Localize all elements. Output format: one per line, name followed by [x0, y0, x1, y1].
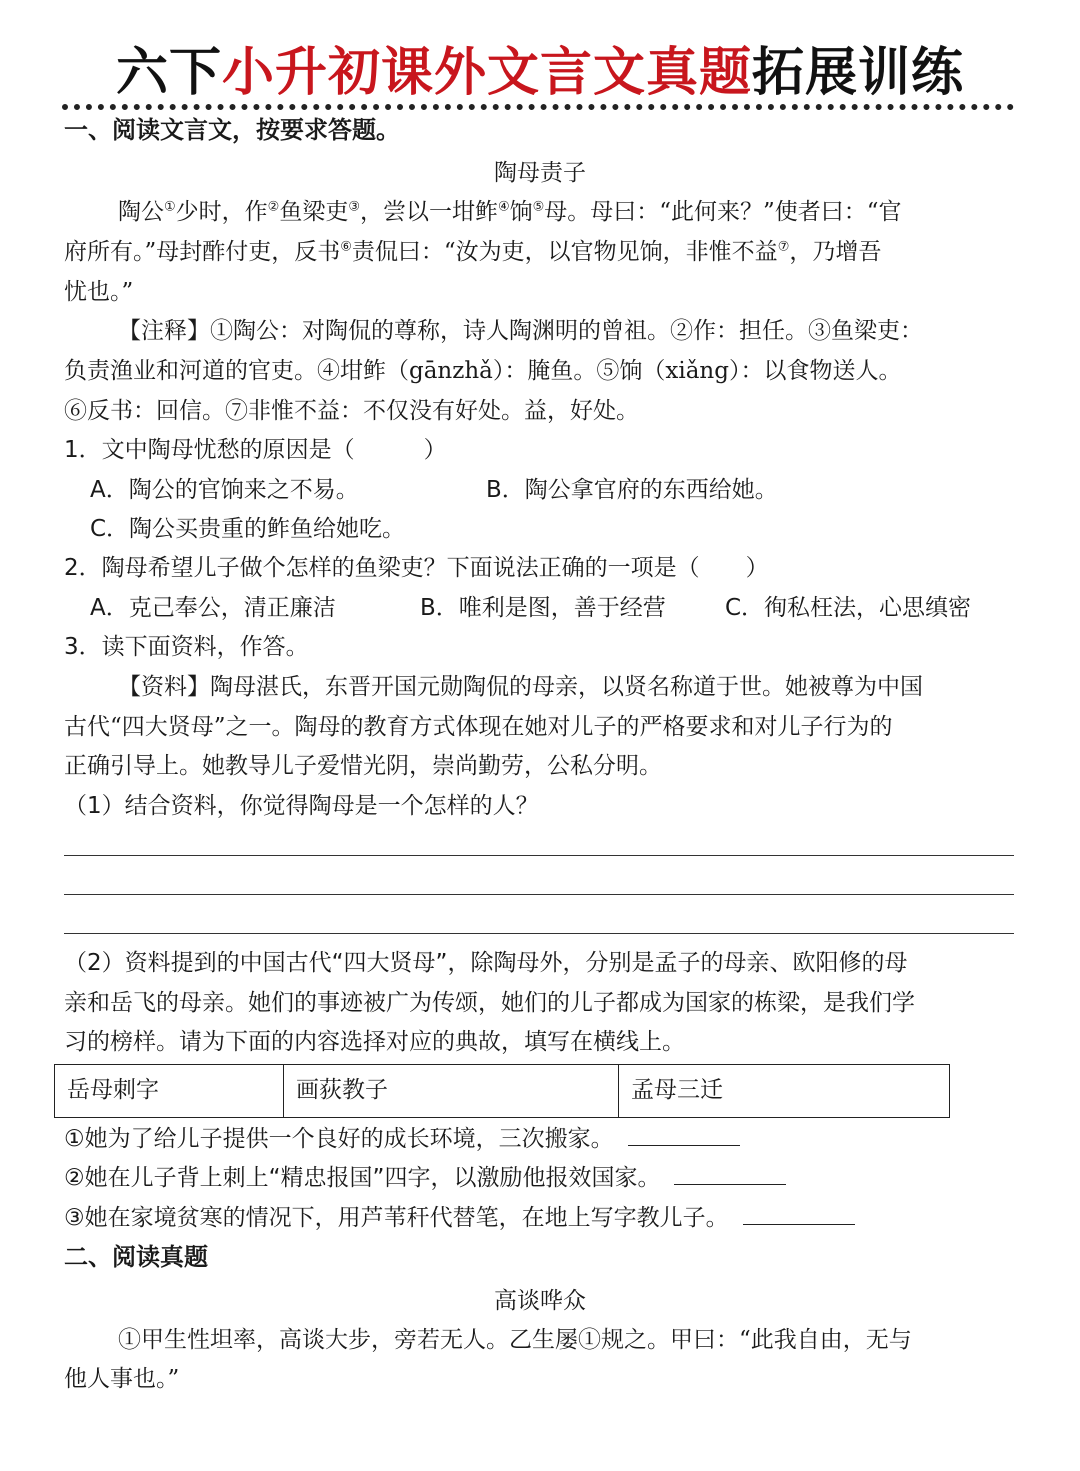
match-item-1: ①她为了给儿子提供一个良好的成长环境，三次搬家。 [64, 1123, 740, 1154]
fill-blank-3[interactable] [743, 1202, 855, 1225]
option-cell-1: 岳母刺字 [67, 1077, 159, 1103]
passage-1-title: 陶母责子 [494, 160, 586, 186]
question-2-option-c: C．徇私枉法，心思缜密 [725, 595, 972, 621]
question-2-stem: 2．陶母希望儿子做个怎样的鱼梁吏？下面说法正确的一项是（ ） [64, 555, 769, 581]
question-3-stem: 3．读下面资料，作答。 [64, 634, 309, 660]
material-line-1: 【资料】陶母湛氏，东晋开国元勋陶侃的母亲，以贤名称道于世。她被尊为中国 [118, 674, 923, 700]
passage-2-line-1: ①甲生性坦率，高谈大步，旁若无人。乙生屡①规之。甲曰：“此我自由，无与 [118, 1327, 912, 1353]
title-part-1: 六下 [115, 43, 222, 103]
sub-question-2-line-1: （2）资料提到的中国古代“四大贤母”，除陶母外，分别是孟子的母亲、欧阳修的母 [64, 950, 908, 976]
question-1-option-a: A．陶公的官饷来之不易。 [90, 477, 359, 503]
question-1-option-c: C．陶公买贵重的鲊鱼给她吃。 [90, 516, 406, 542]
material-line-2: 古代“四大贤母”之一。陶母的教育方式体现在她对儿子的严格要求和对儿子行为的 [64, 714, 893, 740]
allusion-options-table [54, 1064, 950, 1118]
notes-line-2: 负责渔业和河道的官吏。④坩鲊（gānzhǎ）：腌鱼。⑤饷（xiǎng）：以食物送人。 [64, 358, 902, 384]
section-1-heading: 一、阅读文言文，按要求答题。 [64, 116, 400, 144]
sub-question-2-line-2: 亲和岳飞的母亲。她们的事迹被广为传颂，她们的儿子都成为国家的栋梁，是我们学 [64, 990, 915, 1016]
page-title [0, 30, 1080, 105]
notes-line-1: 【注释】①陶公：对陶侃的尊称，诗人陶渊明的曾祖。②作：担任。③鱼梁吏： [118, 318, 923, 344]
passage-2-line-2: 他人事也。” [64, 1366, 180, 1392]
match-item-3: ③她在家境贫寒的情况下，用芦苇秆代替笔，在地上写字教儿子。 [64, 1202, 855, 1233]
title-part-2: 小升初课外文言文真题 [221, 43, 752, 103]
fill-blank-1[interactable] [628, 1123, 740, 1146]
section-2-heading: 二、阅读真题 [64, 1243, 208, 1271]
sub-question-2-line-3: 习的榜样。请为下面的内容选择对应的典故，填写在横线上。 [64, 1029, 685, 1055]
match-item-2: ②她在儿子背上刺上“精忠报国”四字，以激励他报效国家。 [64, 1162, 786, 1193]
question-2-option-b: B．唯利是图，善于经营 [420, 595, 666, 621]
option-cell-2: 画荻教子 [283, 1065, 618, 1117]
answer-line-2[interactable] [64, 894, 1014, 895]
question-1-option-b: B．陶公拿官府的东西给她。 [486, 477, 778, 503]
notes-line-3: ⑥反书：回信。⑦非惟不益：不仅没有好处。益，好处。 [64, 398, 639, 424]
passage-2-title: 高谈哗众 [494, 1288, 586, 1314]
sub-question-1: （1）结合资料，你觉得陶母是一个怎样的人？ [64, 793, 539, 819]
title-divider [62, 104, 1014, 110]
title-part-3: 拓展训练 [752, 43, 965, 103]
passage-1-line-2: 府所有。”母封酢付吏，反书⑥责侃曰：“汝为吏，以官物见饷，非惟不益⑦，乃增吾 [64, 239, 882, 265]
question-1-stem: 1．文中陶母忧愁的原因是（ ） [64, 437, 447, 463]
option-cell-3: 孟母三迁 [618, 1065, 949, 1117]
material-line-3: 正确引导上。她教导儿子爱惜光阴，崇尚勤劳，公私分明。 [64, 753, 662, 779]
fill-blank-2[interactable] [674, 1162, 786, 1185]
question-2-option-a: A．克己奉公，清正廉洁 [90, 595, 336, 621]
answer-line-3[interactable] [64, 933, 1014, 934]
passage-1-line-3: 忧也。” [64, 279, 134, 305]
passage-1-line-1: 陶公①少时，作②鱼梁吏③，尝以一坩鲊④饷⑤母。母曰：“此何来？”使者曰：“官 [118, 199, 902, 225]
answer-line-1[interactable] [64, 855, 1014, 856]
